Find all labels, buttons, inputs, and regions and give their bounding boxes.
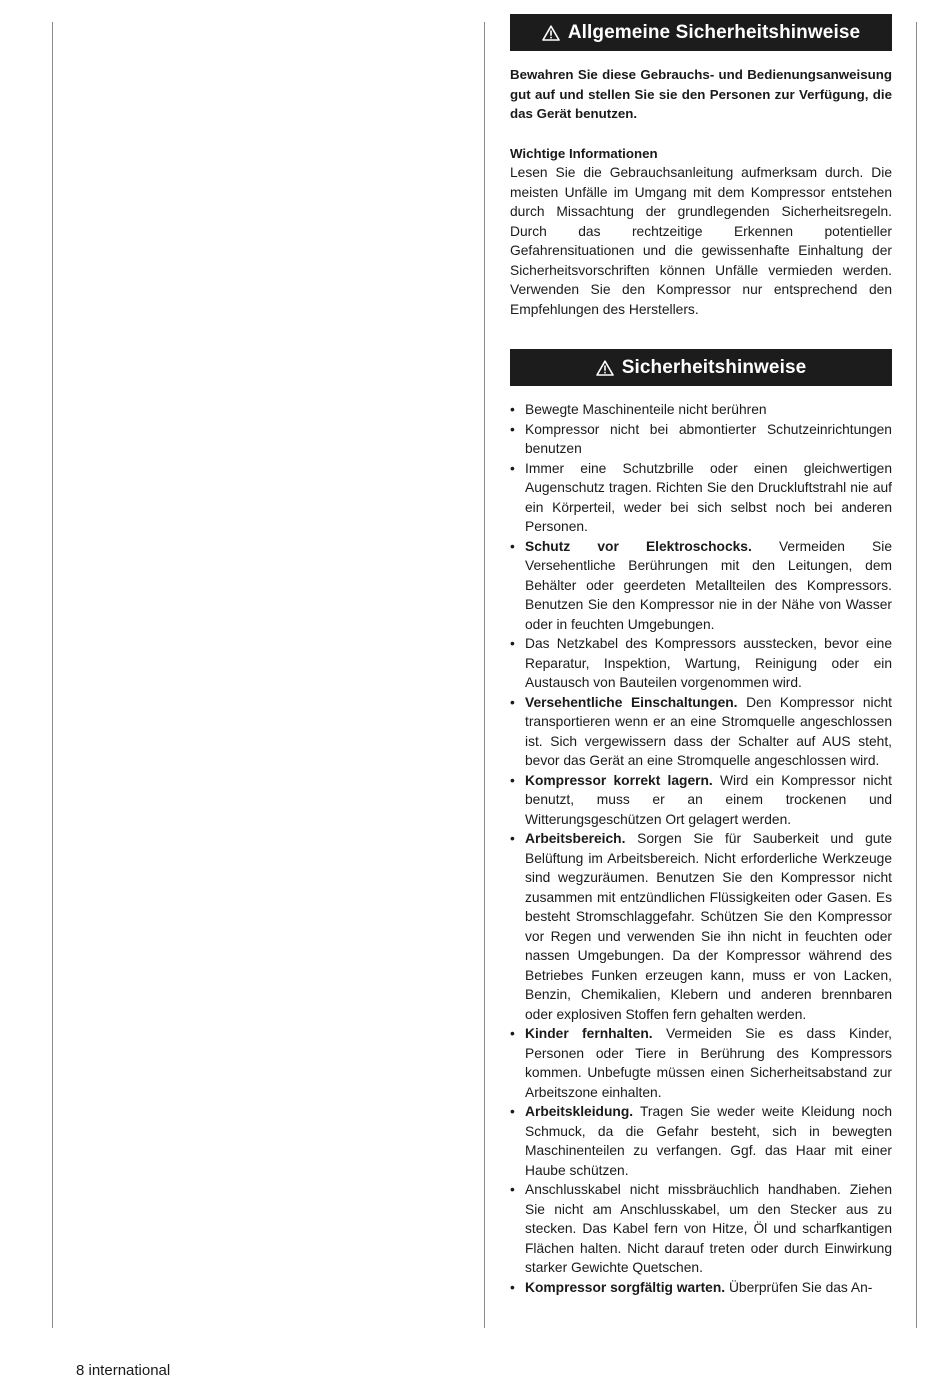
- section-banner-safety-notes: [510, 349, 892, 386]
- left-margin-rule: [52, 22, 53, 1328]
- list-item-text: Vermeiden Sie es dass Kinder, Personen oder Tiere in Berührung des Kompressors kommen. Unbefugte müssen einen Sicherheitsabstand zur Arbeitszone einhalten.: [525, 1026, 892, 1100]
- list-item-lead: Kompressor korrekt lagern.: [525, 772, 713, 788]
- list-item-lead: Arbeitsbereich.: [525, 831, 626, 846]
- list-item-text: Das Netzkabel des Kompressors ausstecken, bevor eine Reparatur, Inspektion, Wartung, Reinigung oder ein Austausch von Bauteilen vorgenommen wird.: [525, 636, 892, 690]
- section-banner-general-safety: [510, 14, 892, 51]
- page-footer: 8 international: [76, 1362, 171, 1379]
- bullet-marker: •: [510, 772, 515, 788]
- section-title: Allgemeine Sicherheitshinweise: [567, 21, 861, 43]
- list-item-text: Den Kompressor nicht transportieren wenn er an eine Stromquelle angeschlossen ist. Sich vergewissern dass der Schalter auf AUS steht, bevor das Gerät an eine Stromquelle angeschlossen wird.: [525, 694, 892, 768]
- list-item: [510, 693, 892, 771]
- bullet-marker: •: [510, 1026, 515, 1041]
- list-item-lead: Arbeitskleidung.: [525, 1104, 634, 1119]
- list-item-text: Überprüfen Sie das An-: [725, 1279, 873, 1295]
- right-text-column: [510, 14, 892, 1297]
- list-item-text: Tragen Sie weder weite Kleidung noch Schmuck, da die Gefahr besteht, sich in bewegten Maschinenteilen zu verfangen. Ggf. das Haar mit einer Haube schützen.: [525, 1104, 892, 1178]
- list-item: [510, 420, 892, 459]
- list-item: [510, 1278, 892, 1298]
- list-item-text: Wird ein Kompressor nicht benutzt, muss er an einem trockenen und Witterungsgeschützen Ort gelagert werden.: [525, 772, 892, 827]
- list-item-lead: Kompressor sorgfältig warten.: [525, 1279, 726, 1295]
- list-item: [510, 400, 892, 420]
- list-item-text: Sorgen Sie für Sauberkeit und gute Belüftung im Arbeitsbereich. Nicht erforderliche Werkzeuge sind wegzuräumen. Benutzen Sie den Kompressor nicht zusammen mit entzündlichen Flüssigkeiten oder Gasen. Es besteht Stromschlaggefahr. Schützen Sie den Kompressor vor Regen und verwenden Sie ihn nicht in feuchten oder nassen Umgebungen. Da der Kompressor während des Betriebes Funken erzeugen kann, muss er von Lacken, Benzin, Chemikalien, Klebern und anderen brennbaren oder explosiven Stoffen fern gehalten werden.: [525, 831, 892, 1022]
- list-item: [510, 537, 892, 635]
- bullet-marker: •: [510, 1279, 515, 1295]
- warning-triangle-icon: [596, 360, 614, 376]
- list-item: [510, 1102, 892, 1180]
- list-item: [510, 771, 892, 830]
- intro-paragraph: Bewahren Sie diese Gebrauchs- und Bedienungsanweisung gut auf und stellen Sie sie den Personen zur Verfügung, die das Gerät benutzen.: [510, 67, 892, 121]
- subheading-important-info: Wichtige Informationen: [510, 145, 658, 161]
- list-item: [510, 634, 892, 693]
- safety-bullet-list: [510, 400, 892, 1297]
- bullet-marker: •: [510, 694, 515, 710]
- list-item-text: Bewegte Maschinenteile nicht berühren: [525, 402, 767, 417]
- list-item-text: Anschlusskabel nicht missbräuchlich handhaben. Ziehen Sie nicht am Anschlusskabel, um den Stecker aus zu stecken. Das Kabel fern von Hitze, Öl und scharfkantigen Flächen halten. Nicht darauf treten oder durch Einwirkung starker Gewichte Quetschen.: [525, 1182, 892, 1275]
- bullet-marker: •: [510, 538, 515, 554]
- list-item-lead: Kinder fernhalten.: [525, 1026, 653, 1041]
- list-item-lead: Versehentliche Einschaltungen.: [525, 694, 738, 710]
- section-title: Sicherheitshinweise: [621, 356, 807, 378]
- bullet-marker: •: [510, 1182, 515, 1197]
- column-divider-rule: [484, 22, 485, 1328]
- bullet-marker: •: [510, 831, 515, 846]
- bullet-marker: •: [510, 636, 515, 651]
- right-margin-rule: [916, 22, 917, 1328]
- list-item-text: Kompressor nicht bei abmontierter Schutzeinrichtungen benutzen: [525, 421, 892, 456]
- list-item-text: Immer eine Schutzbrille oder einen gleichwertigen Augenschutz tragen. Richten Sie den Druckluftstrahl nie auf ein Körperteil, weder bei sich selbst noch bei anderen Personen.: [525, 460, 892, 534]
- warning-triangle-icon: [542, 25, 560, 41]
- bullet-marker: •: [510, 1104, 515, 1119]
- list-item-text: Vermeiden Sie Versehentliche Berührungen mit den Leitungen, dem Behälter oder geerdeten Metallteilen des Kompressors. Benutzen Sie den Kompressor nie in der Nähe von Wasser oder in feuchten Umgebungen.: [525, 538, 892, 632]
- list-item: [510, 1180, 892, 1278]
- list-item: [510, 459, 892, 537]
- important-info-paragraph: Lesen Sie die Gebrauchsanleitung aufmerksam durch. Die meisten Unfälle im Umgang mit dem Kompressor entstehen durch Missachtung der grundlegenden Sicherheitsregeln. Durch das rechtzeitige Erkennen potentieller Gefahrensituationen und die gewissenhafte Einhaltung der Sicherheitsvorschriften können Unfälle vermieden werden. Verwenden Sie den Kompressor nur entsprechend den Empfehlungen des Herstellers.: [510, 165, 892, 317]
- bullet-marker: •: [510, 402, 515, 417]
- list-item: [510, 1024, 892, 1102]
- list-item: [510, 829, 892, 1024]
- bullet-marker: •: [510, 421, 515, 437]
- list-item-lead: Schutz vor Elektroschocks.: [525, 538, 752, 554]
- bullet-marker: •: [510, 460, 515, 476]
